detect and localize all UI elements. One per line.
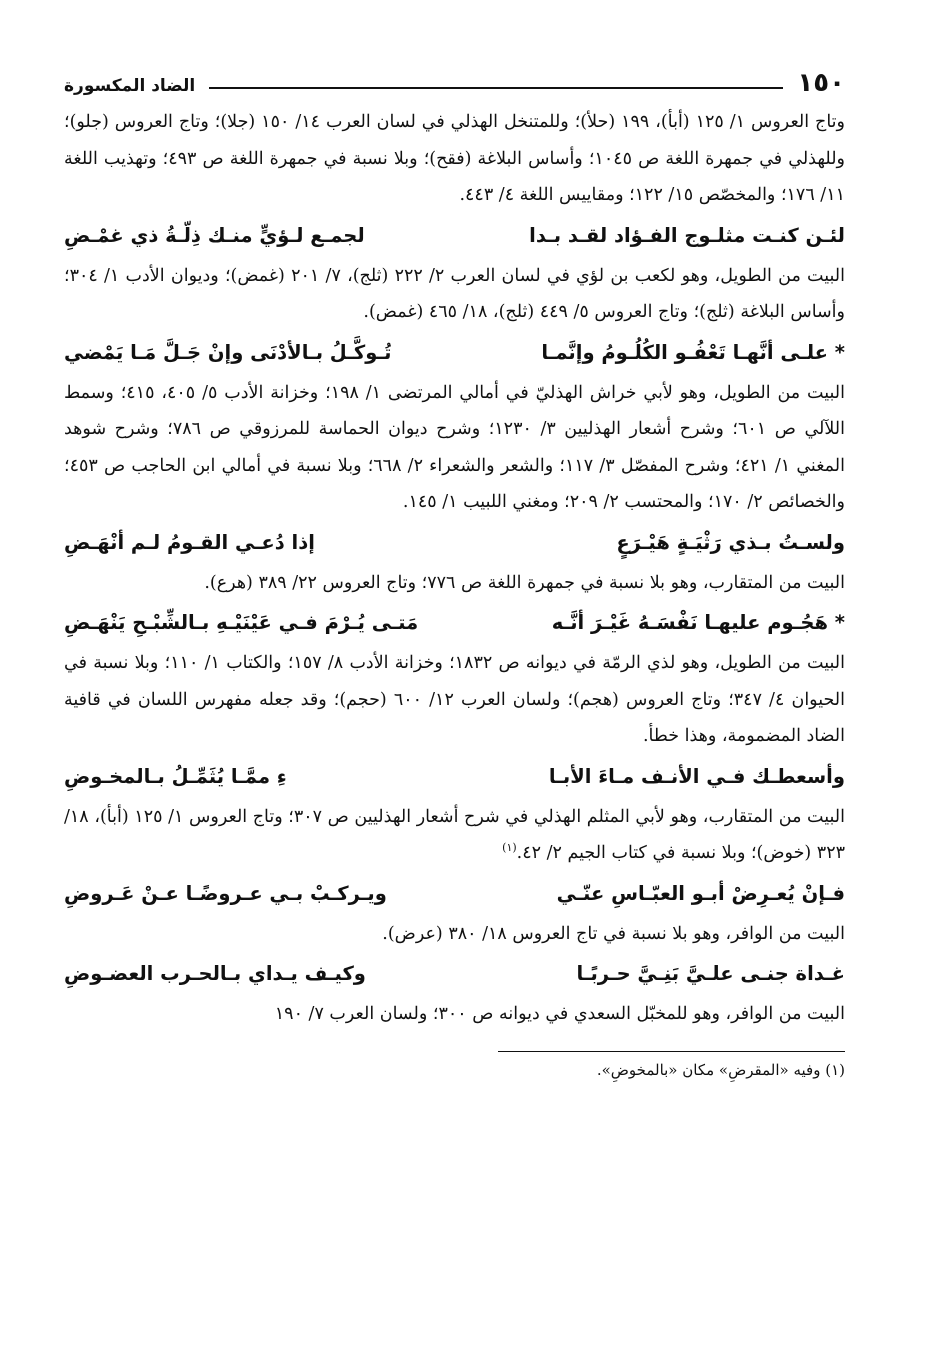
verse-line bbox=[64, 755, 845, 799]
citation-paragraph: البيت من الوافر، وهو بلا نسبة في تاج العروس ١٨/ ٣٨٠ (عرض). bbox=[382, 923, 845, 944]
citation-paragraph: البيت من الطويل، وهو لذي الرمّة في ديوانه ص ١٨٣٢؛ وخزانة الأدب ٨/ ١٥٧؛ والكتاب ١/ ١١٠؛ وبلا نسبة في الحيوان ٤/ ٣٤٧؛ وتاج العروس (هجم)؛ ولسان العرب ١٢/ ٦٠٠ (حجم)؛ وقد جعله مفهرس اللسان في قافية الضاد المضمومة، وهذا خطأ. bbox=[64, 653, 845, 746]
verse-second-hemistich: لجمـع لـؤيٍّ منـك ذِلّـةُ ذي غمْـضِ bbox=[64, 223, 365, 247]
citation-text: البيت من المتقارب، وهو لأبي المثلم الهذلي في شرح أشعار الهذليين ص ٣٠٧؛ وتاج العروس ١/ ١٢٥ (أبأ)، ١٨/ ٣٢٣ (خوض)؛ وبلا نسبة في كتاب الجيم ٢/ ٤٢. bbox=[64, 806, 845, 863]
page-number: ١٥٠ bbox=[797, 68, 845, 98]
verse-first-hemistich: * علـى أنَّهـا تَعْفُـو الكُلُـومُ وإنَّمـا bbox=[541, 340, 845, 364]
verse-first-hemistich: وأسعطـك فـي الأنـف مـاءَ الأبـا bbox=[548, 764, 845, 788]
verse-second-hemistich: ويـركـبْ بـي عـروضًـا عـنْ عَـروضِ bbox=[64, 881, 387, 905]
verse-second-hemistich: وكيـف يـداي بـالحـرب العضـوضِ bbox=[64, 962, 366, 985]
verse-first-hemistich: فـإنْ يُعـرِضْ أبـو العبّـاسِ عنّـي bbox=[556, 881, 845, 905]
footnote-rule bbox=[498, 1051, 845, 1052]
verse-line bbox=[64, 952, 845, 996]
verse-first-hemistich: غـداة جنـى علـيَّ بَنِـيَّ حـربًـا bbox=[576, 962, 845, 985]
verse-line bbox=[64, 872, 845, 916]
verse-second-hemistich: تُـوكَّـلُ بـالأدْنَى وإنْ جَـلَّ مَـا يَمْضي bbox=[64, 340, 392, 364]
verse-second-hemistich: إذا دُعـي القـومُ لـم أنْهَـضِ bbox=[64, 530, 315, 554]
running-title: الضاد المكسورة bbox=[64, 76, 196, 96]
document-page bbox=[64, 62, 845, 1084]
verse-line bbox=[64, 521, 845, 565]
citation-paragraph: البيت من الطويل، وهو لأبي خراش الهذليّ في أمالي المرتضى ١/ ١٩٨؛ وخزانة الأدب ٥/ ٤٠٥، ٤١٥؛ وسمط اللآلي ص ٦٠١؛ وشرح أشعار الهذليين ٣/ ١٢٣٠؛ وشرح ديوان الحماسة للمرزوقي ص ٧٨٦؛ وشرح شوهد المغني ١/ ٤٢١؛ وشرح المفصّل ٣/ ١١٧؛ والشعر والشعراء ٢/ ٦٦٨؛ وبلا نسبة في أمالي ابن الحاجب ص ٤٥٣؛ والخصائص ٢/ ١٧٠؛ والمحتسب ٢/ ٢٠٩؛ ومغني اللبيب ١/ ١٤٥. bbox=[64, 382, 845, 512]
verse-line bbox=[64, 214, 845, 258]
verse-first-hemistich: لئـن كنـت مثلـوج الفـؤاد لقـد بـدا bbox=[529, 223, 845, 247]
citation-paragraph: البيت من الطويل، وهو لكعب بن لؤي في لسان العرب ٢/ ٢٢٢ (ثلج)، ٧/ ٢٠١ (غمض)؛ وديوان الأدب ١/ ٣٠٤؛ وأساس البلاغة (ثلج)؛ وتاج العروس ٥/ ٤٤٩ (ثلج)، ١٨/ ٤٦٥ (غمض). bbox=[64, 265, 845, 322]
page-header bbox=[64, 62, 845, 98]
citation-paragraph bbox=[64, 799, 845, 872]
footnote-marker: (١) bbox=[502, 841, 517, 855]
verse-second-hemistich: ءِ ممَّـا يُثَمِّـلُ بـالمخـوضِ bbox=[64, 764, 287, 788]
verse-line bbox=[64, 601, 845, 645]
verse-line bbox=[64, 331, 845, 375]
citation-paragraph: البيت من المتقارب، وهو بلا نسبة في جمهرة اللغة ص ٧٧٦؛ وتاج العروس ٢٢/ ٣٨٩ (هرع). bbox=[204, 572, 845, 593]
citation-paragraph: البيت من الوافر، وهو للمخبّل السعدي في ديوانه ص ٣٠٠؛ ولسان العرب ٧/ ١٩٠ bbox=[274, 1004, 845, 1024]
footnote: (١) وفيه «المقرضِ» مكان «بالمخوضِ». bbox=[596, 1060, 845, 1079]
citation-paragraph: وتاج العروس ١/ ١٢٥ (أبأ)، ١٩٩ (حلأ)؛ وللمتنخل الهذلي في لسان العرب ١٤/ ١٥٠ (جلا)؛ وتاج العروس (جلو)؛ وللهذلي في جمهرة اللغة ص ١٠٤٥؛ وأساس البلاغة (فقح)؛ وبلا نسبة في جمهرة اللغة ص ٤٩٣؛ وتهذيب اللغة ١١/ ١٧٦؛ والمخصّص ١٥/ ١٢٢؛ ومقاييس اللغة ٤/ ٤٤٣. bbox=[64, 112, 845, 205]
verse-first-hemistich: ولسـتُ بـذي رَثْيَـةٍ هَيْـرَعٍ bbox=[616, 530, 845, 554]
verse-first-hemistich: * هَجُـوم عليهـا نَفْسَـهُ غَيْـرَ أنَّـه bbox=[551, 611, 845, 634]
verse-second-hemistich: مَتـى يُـرْمَ فـي عَيْنَيْـهِ بـالشِّبْـحِ يَنْهَـضِ bbox=[64, 611, 419, 634]
header-rule bbox=[209, 87, 783, 89]
